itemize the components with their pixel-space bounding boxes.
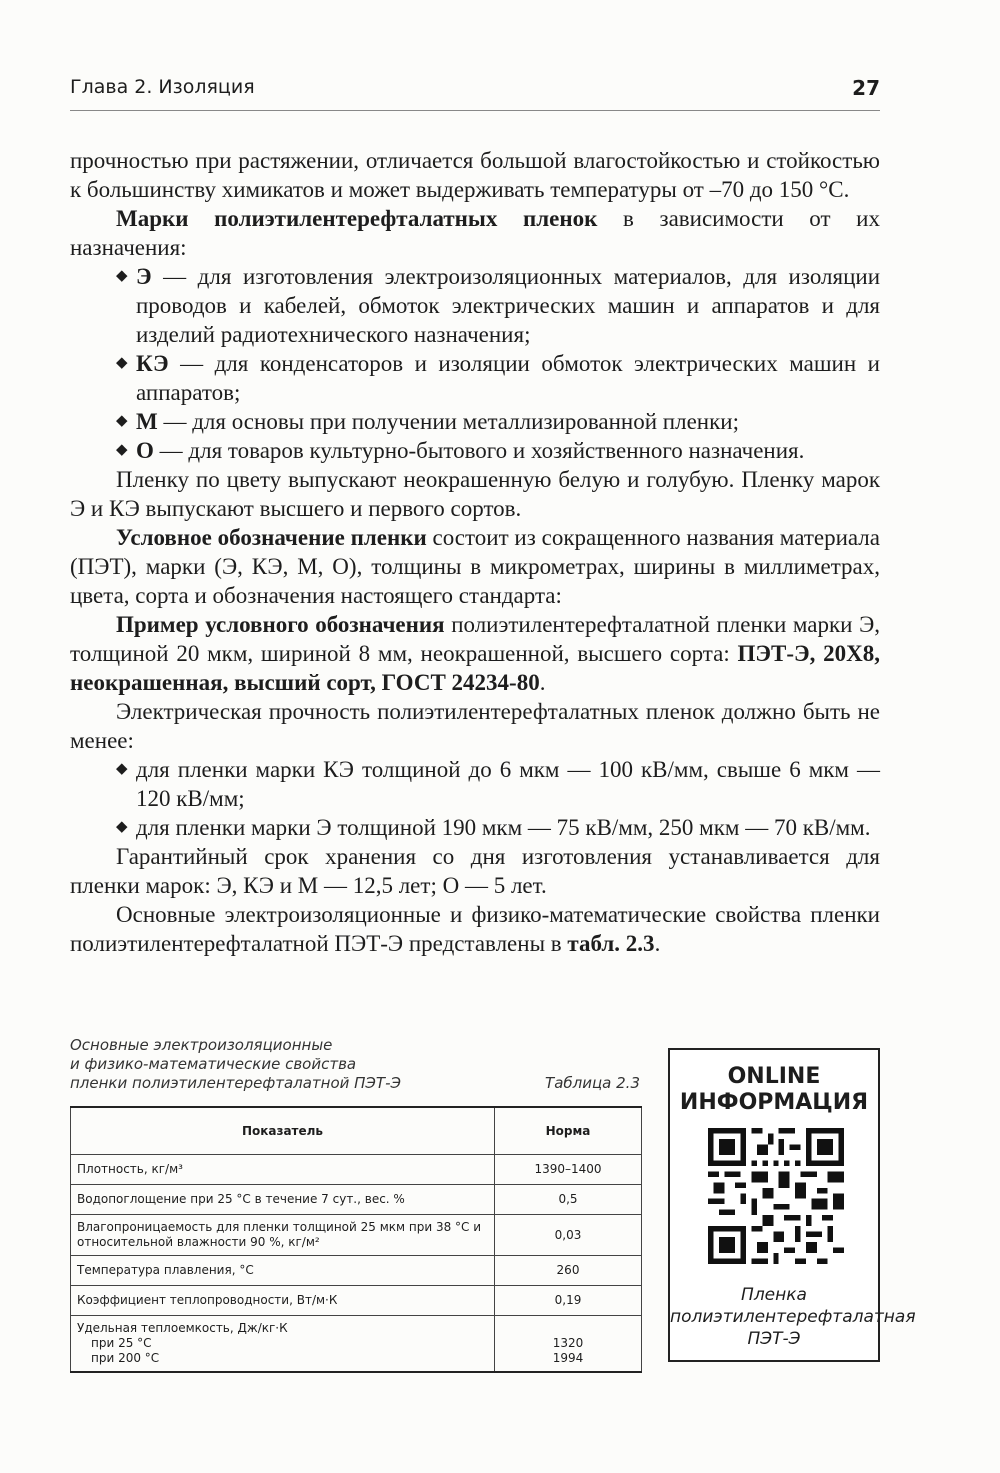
table-label: Таблица 2.3 (545, 1074, 640, 1092)
bullet-icon: ◆ (116, 442, 128, 458)
column-header-param: Показатель (71, 1107, 495, 1155)
paragraph-marks-intro: Марки полиэтилентерефталатных пленок в зависимости от их назначения: (70, 206, 880, 260)
paragraph-designation: Условное обозначение пленки состоит из сокращенного названия материала (ПЭТ), марки (Э, КЭ, М, О), толщины в микрометрах, ширины в миллиметрах, цвета, сорта и обозначения настоящего стандарта: (70, 525, 880, 608)
list-item: ◆ для пленки марки Э толщиной 190 мкм — 75 кВ/мм, 250 мкм — 70 кВ/мм. (116, 815, 871, 840)
table-row: Водопоглощение при 25 °С в течение 7 сут., вес. % 0,5 (71, 1185, 642, 1215)
list-item: ◆ О — для товаров культурно-бытового и хозяйственного назначения. (116, 438, 805, 463)
list-item: ◆ М — для основы при получении металлизированной пленки; (116, 409, 739, 434)
paragraph-storage: Гарантийный срок хранения со дня изготовления устанавливается для пленки марок: Э, КЭ и М — 12,5 лет; О — 5 лет. (70, 844, 880, 898)
online-caption: Пленка полиэтилентерефталатная ПЭТ-Э (670, 1285, 916, 1349)
paragraph-example: Пример условного обозначения полиэтилентерефталатной пленки марки Э, толщиной 20 мкм, шириной 8 мм, неокрашенной, высшего сорта: ПЭТ-Э, 20Х8, неокрашенная, высший сорт, ГОСТ 24234-80. (70, 612, 881, 695)
column-header-value: Норма (495, 1107, 642, 1155)
table-row: Температура плавления, °С 260 (71, 1256, 642, 1286)
bullet-icon: ◆ (116, 355, 128, 371)
table-row: Плотность, кг/м³ 1390–1400 (71, 1155, 642, 1185)
page-header (70, 76, 880, 106)
strength-list (70, 755, 880, 842)
paragraph-table-ref: Основные электроизоляционные и физико-математические свойства пленки полиэтилентерефталатной ПЭТ-Э представлены в табл. 2.3. (70, 902, 880, 956)
online-title: ONLINE ИНФОРМАЦИЯ (679, 1064, 869, 1115)
list-item: ◆ Э — для изготовления электроизоляционных материалов, для изоляции проводов и кабелей, обмоток электрических машин и аппаратов и для изделий радиотехнического назначения; (116, 264, 880, 347)
table-row: Удельная теплоемкость, Дж/кг·К при 25 °С при 200 °С 1320 1994 (71, 1316, 642, 1373)
table-caption: Основные электроизоляционные и физико-математические свойства пленки полиэтилентерефталатной ПЭТ-Э Таблица 2.3 (70, 1036, 640, 1092)
list-item: ◆ КЭ — для конденсаторов и изоляции обмоток электрических машин и аппаратов; (116, 351, 880, 405)
paragraph-strength: Электрическая прочность полиэтилентерефталатных пленок должно быть не менее: (70, 699, 880, 753)
paragraph-continuation: прочностью при растяжении, отличается большой влагостойкостью и стойкостью к большинству химикатов и может выдерживать температуры от –70 до 150 °С. (70, 148, 880, 202)
table-row: Влагопроницаемость для пленки толщиной 25 мкм при 38 °С и относительной влажности 90 %, кг/м² 0,03 (71, 1215, 642, 1256)
paragraph-color: Пленку по цвету выпускают неокрашенную белую и голубую. Пленку марок Э и КЭ выпускают высшего и первого сортов. (70, 467, 880, 521)
online-info-box (668, 1048, 916, 1362)
list-item: ◆ для пленки марки КЭ толщиной до 6 мкм — 100 кВ/мм, свыше 6 мкм — 120 кВ/мм; (116, 757, 880, 811)
properties-table (70, 1106, 642, 1373)
header-divider (70, 110, 880, 111)
table-row: Коэффициент теплопроводности, Вт/м·К 0,19 (71, 1286, 642, 1316)
bullet-icon: ◆ (116, 268, 128, 284)
table-header-row (71, 1107, 642, 1155)
page-number: 27 (852, 76, 880, 100)
bullet-icon: ◆ (116, 761, 128, 777)
main-text (70, 146, 880, 958)
bullet-icon: ◆ (116, 413, 128, 429)
marks-list (70, 262, 880, 465)
bullet-icon: ◆ (116, 819, 128, 835)
chapter-title: Глава 2. Изоляция (70, 76, 255, 98)
qr-code-icon[interactable] (708, 1128, 844, 1264)
